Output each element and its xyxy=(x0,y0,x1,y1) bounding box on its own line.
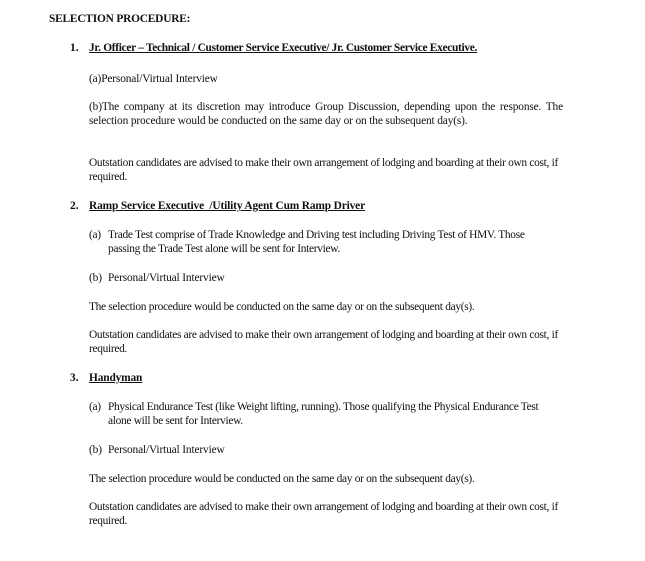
section-1-item-b: (b)The company at its discretion may introduce Group Discussion, depending upon the response. The selection procedure would be conducted on the same day or on the subsequent day(s). xyxy=(89,101,563,127)
section-1-title: Jr. Officer – Technical / Customer Service Executive/ Jr. Customer Service Executive. xyxy=(89,42,478,54)
sub-item-text: Trade Test comprise of Trade Knowledge and Driving test including Driving Test of HMV. Those passing the Trade Test alone will be sent for Interview. xyxy=(108,229,525,255)
sub-item-label: (b) xyxy=(89,444,102,456)
section-3-sub-item-a xyxy=(89,400,559,428)
sub-item-label: (a) xyxy=(89,229,101,241)
section-1-number: 1. xyxy=(70,42,79,54)
sub-item-text: Personal/Virtual Interview xyxy=(108,272,225,284)
sub-item-label: (a) xyxy=(89,401,101,413)
section-2-title: Ramp Service Executive /Utility Agent Cum Ramp Driver xyxy=(89,200,365,212)
section-1-outstation-note: Outstation candidates are advised to make their own arrangement of lodging and boarding at their own cost, if required. xyxy=(89,157,558,183)
section-2-sub-item-b xyxy=(89,271,559,285)
section-2-selection-note: The selection procedure would be conducted on the same day or on the subsequent day(s). xyxy=(89,301,475,313)
section-3-number: 3. xyxy=(70,372,79,384)
section-1-item-a: (a)Personal/Virtual Interview xyxy=(89,73,218,85)
section-3-sub-item-b xyxy=(89,443,559,457)
section-2-number: 2. xyxy=(70,200,79,212)
section-3-outstation-note: Outstation candidates are advised to make their own arrangement of lodging and boarding at their own cost, if required. xyxy=(89,501,558,527)
sub-item-text: Physical Endurance Test (like Weight lifting, running). Those qualifying the Physical Endurance Test alone will be sent for Interview. xyxy=(108,401,539,427)
sub-item-text: Personal/Virtual Interview xyxy=(108,444,225,456)
section-3-title: Handyman xyxy=(89,372,143,384)
section-2-sub-item-a xyxy=(89,228,559,256)
section-3-selection-note: The selection procedure would be conducted on the same day or on the subsequent day(s). xyxy=(89,473,475,485)
section-2-outstation-note: Outstation candidates are advised to make their own arrangement of lodging and boarding at their own cost, if required. xyxy=(89,329,558,355)
page-title: SELECTION PROCEDURE: xyxy=(49,13,191,25)
sub-item-label: (b) xyxy=(89,272,102,284)
